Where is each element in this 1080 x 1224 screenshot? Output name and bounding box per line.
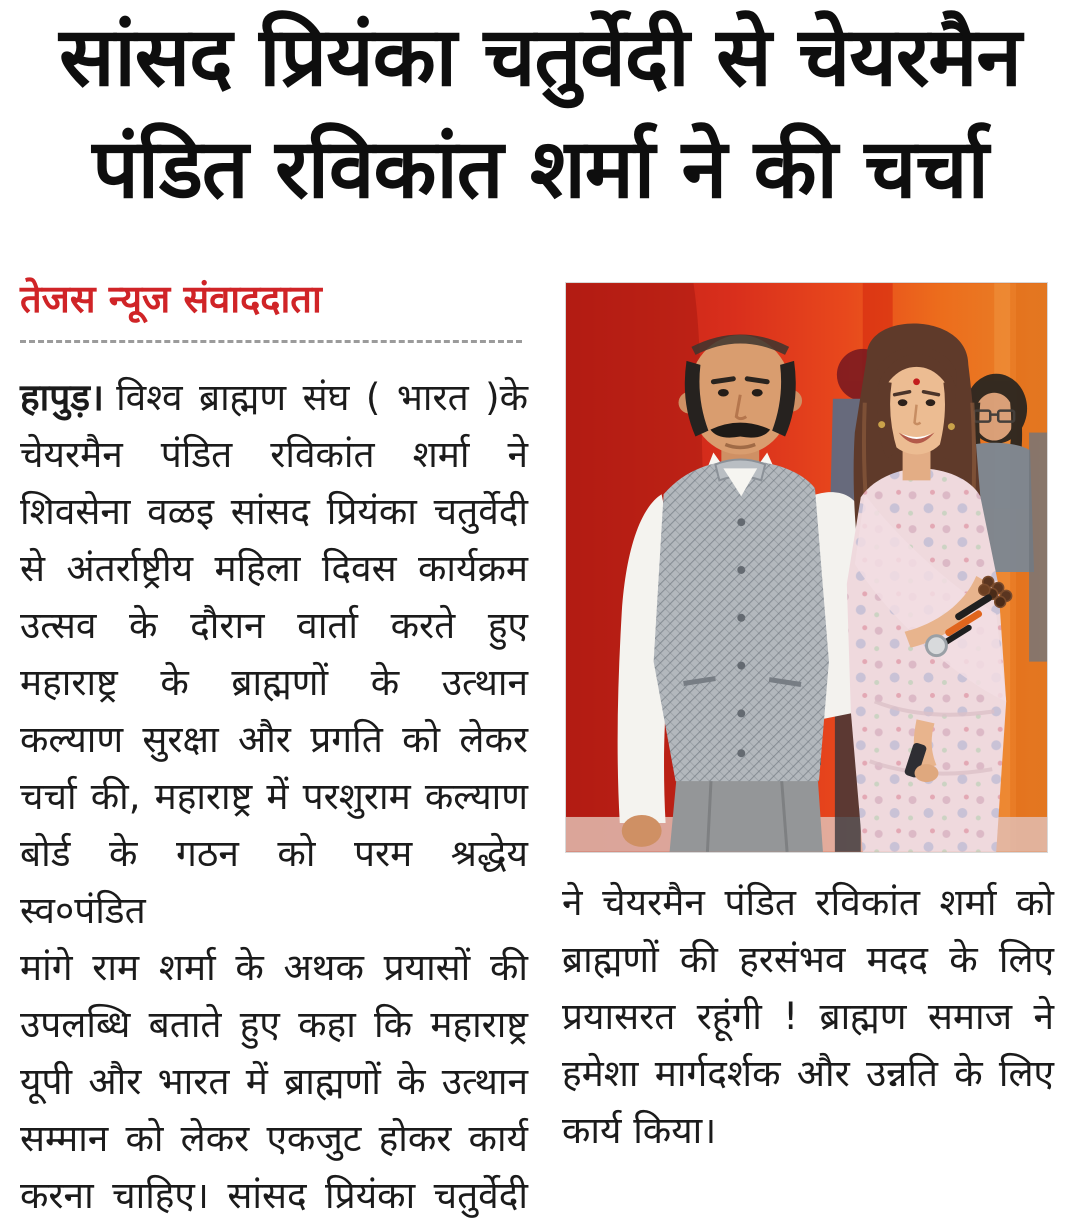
body-text-line: से अंतर्राष्ट्रीय महिला दिवस कार्यक्रम	[20, 546, 528, 590]
dateline: हापुड़।	[20, 375, 105, 419]
dashed-divider	[20, 340, 522, 343]
lead-text: विश्व ब्राह्मण संघ ( भारत )के	[116, 375, 528, 419]
body-text-line: मांगे राम शर्मा के अथक प्रयासों की	[20, 945, 528, 989]
article-photo	[565, 282, 1048, 853]
body-text-line: महाराष्ट्र के ब्राह्मणों के उत्थान	[20, 660, 528, 704]
body-text-line: चर्चा की, महाराष्ट्र में परशुराम कल्याण	[20, 774, 528, 818]
photo-illustration	[566, 283, 1047, 852]
bindi	[913, 378, 920, 385]
article-body-left	[20, 369, 528, 1224]
body-right-lines	[562, 874, 1054, 1159]
left-column	[20, 278, 528, 1224]
headline-line-1: सांसद प्रियंका चतुर्वेदी से चेयरमैन	[59, 10, 1021, 105]
body-text-line: उपलब्धि बताते हुए कहा कि महाराष्ट्र	[20, 1002, 528, 1046]
article-headline	[0, 2, 1080, 226]
body-text-line: हमेशा मार्गदर्शक और उन्नति के लिए	[562, 1052, 1054, 1095]
body-text-line: उत्सव के दौरान वार्ता करते हुए	[20, 603, 528, 647]
background-person-edge	[1029, 433, 1047, 662]
body-text-line: कल्याण सुरक्षा और प्रगति को लेकर	[20, 717, 528, 761]
body-text-line: सम्मान को लेकर एकजुट होकर कार्य	[20, 1116, 528, 1160]
wristwatch	[927, 636, 947, 656]
article-body-right	[562, 874, 1054, 1159]
body-text-line: शिवसेना वळइ सांसद प्रियंका चतुर्वेदी	[20, 489, 528, 533]
body-text-line: बोर्ड के गठन को परम श्रद्धेय स्व०पंडित	[20, 831, 528, 932]
body-text-line: यूपी और भारत में ब्राह्मणों के उत्थान	[20, 1059, 528, 1103]
body-lead-line	[20, 369, 528, 426]
body-left-lines	[20, 426, 528, 1224]
body-text-line: ब्राह्मणों की हरसंभव मदद के लिए	[562, 938, 1054, 981]
body-text-line: चेयरमैन पंडित रविकांत शर्मा ने	[20, 432, 528, 476]
byline: तेजस न्यूज संवाददाता	[20, 277, 322, 321]
body-text-line: प्रयासरत रहूंगी ! ब्राह्मण समाज ने	[562, 995, 1054, 1038]
body-text-line: करना चाहिए। सांसद प्रियंका चतुर्वेदी	[20, 1173, 528, 1217]
headline-line-2: पंडित रविकांत शर्मा ने की चर्चा	[92, 122, 988, 217]
body-text-line: ने चेयरमैन पंडित रविकांत शर्मा को	[562, 881, 1054, 924]
body-text-line: कार्य किया।	[562, 1109, 717, 1152]
